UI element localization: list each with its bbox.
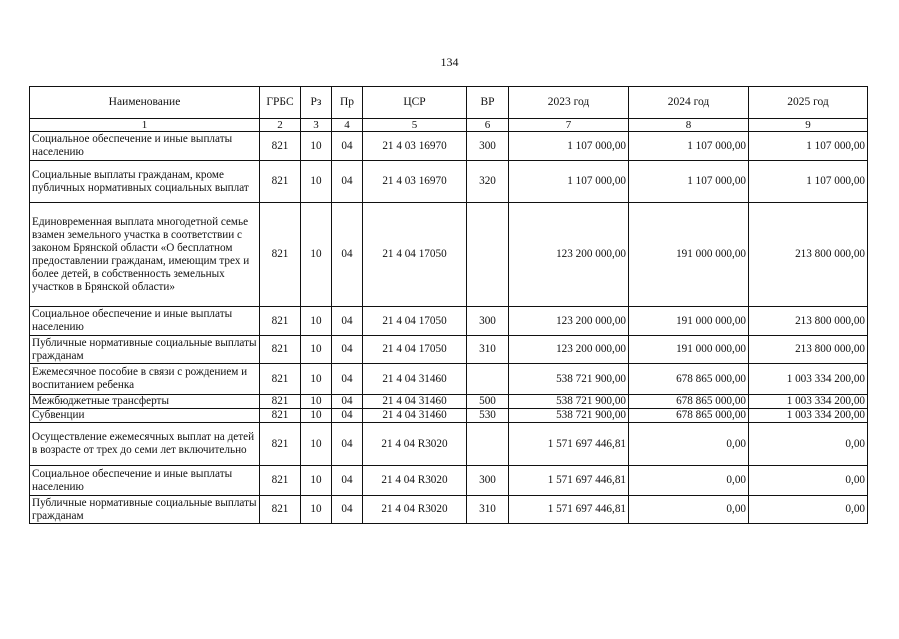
row-2024: 678 865 000,00 xyxy=(629,409,749,423)
row-rz: 10 xyxy=(301,423,332,466)
row-name: Публичные нормативные социальные выплаты гражданам xyxy=(30,496,260,524)
row-vr xyxy=(467,364,509,395)
header-name: Наименование xyxy=(30,87,260,119)
row-grbs: 821 xyxy=(260,423,301,466)
row-rz: 10 xyxy=(301,496,332,524)
row-pr: 04 xyxy=(332,364,363,395)
header-csr: ЦСР xyxy=(363,87,467,119)
row-rz: 10 xyxy=(301,336,332,364)
row-2024: 191 000 000,00 xyxy=(629,203,749,307)
row-name: Межбюджетные трансферты xyxy=(30,395,260,409)
row-name: Единовременная выплата многодетной семье взамен земельного участка в соответствии с законом Брянской области «О бесплатном предоставлении гражданам, имеющим трех и более детей, в собственность земельных участков в Брянской области» xyxy=(30,203,260,307)
row-csr: 21 4 04 17050 xyxy=(363,336,467,364)
row-vr: 310 xyxy=(467,336,509,364)
row-csr: 21 4 03 16970 xyxy=(363,132,467,161)
row-rz: 10 xyxy=(301,132,332,161)
row-2023: 123 200 000,00 xyxy=(509,307,629,336)
row-csr: 21 4 04 17050 xyxy=(363,203,467,307)
row-csr: 21 4 04 R3020 xyxy=(363,466,467,496)
table-row xyxy=(30,395,868,409)
row-csr: 21 4 04 17050 xyxy=(363,307,467,336)
row-2025: 1 003 334 200,00 xyxy=(749,395,868,409)
row-pr: 04 xyxy=(332,161,363,203)
row-2024: 0,00 xyxy=(629,466,749,496)
row-vr: 530 xyxy=(467,409,509,423)
row-grbs: 821 xyxy=(260,307,301,336)
column-number: 7 xyxy=(509,119,629,132)
header-2023: 2023 год xyxy=(509,87,629,119)
row-rz: 10 xyxy=(301,466,332,496)
header-rz: Рз xyxy=(301,87,332,119)
row-csr: 21 4 04 31460 xyxy=(363,364,467,395)
row-2024: 0,00 xyxy=(629,423,749,466)
row-2023: 1 571 697 446,81 xyxy=(509,496,629,524)
column-number: 2 xyxy=(260,119,301,132)
table-row xyxy=(30,307,868,336)
page-number: 134 xyxy=(440,55,459,69)
column-number: 1 xyxy=(30,119,260,132)
row-2023: 1 571 697 446,81 xyxy=(509,423,629,466)
row-vr: 320 xyxy=(467,161,509,203)
row-2024: 678 865 000,00 xyxy=(629,395,749,409)
column-number-row xyxy=(30,119,868,132)
row-grbs: 821 xyxy=(260,496,301,524)
table-row xyxy=(30,203,868,307)
row-name: Социальные выплаты гражданам, кроме публичных нормативных социальных выплат xyxy=(30,161,260,203)
row-name: Публичные нормативные социальные выплаты гражданам xyxy=(30,336,260,364)
table-row xyxy=(30,423,868,466)
row-2025: 213 800 000,00 xyxy=(749,336,868,364)
row-csr: 21 4 04 R3020 xyxy=(363,423,467,466)
row-vr: 310 xyxy=(467,496,509,524)
row-pr: 04 xyxy=(332,395,363,409)
row-rz: 10 xyxy=(301,409,332,423)
header-2024: 2024 год xyxy=(629,87,749,119)
row-pr: 04 xyxy=(332,203,363,307)
budget-table xyxy=(29,86,868,524)
row-grbs: 821 xyxy=(260,409,301,423)
row-name: Социальное обеспечение и иные выплаты населению xyxy=(30,307,260,336)
row-2023: 1 107 000,00 xyxy=(509,132,629,161)
row-pr: 04 xyxy=(332,336,363,364)
row-vr xyxy=(467,203,509,307)
row-2025: 0,00 xyxy=(749,466,868,496)
row-rz: 10 xyxy=(301,307,332,336)
row-2024: 191 000 000,00 xyxy=(629,307,749,336)
row-csr: 21 4 04 31460 xyxy=(363,395,467,409)
column-number: 5 xyxy=(363,119,467,132)
row-csr: 21 4 03 16970 xyxy=(363,161,467,203)
row-grbs: 821 xyxy=(260,364,301,395)
row-2023: 1 571 697 446,81 xyxy=(509,466,629,496)
row-2024: 678 865 000,00 xyxy=(629,364,749,395)
row-grbs: 821 xyxy=(260,132,301,161)
row-name: Субвенции xyxy=(30,409,260,423)
column-number: 6 xyxy=(467,119,509,132)
row-rz: 10 xyxy=(301,203,332,307)
header-vr: ВР xyxy=(467,87,509,119)
row-grbs: 821 xyxy=(260,466,301,496)
row-vr: 300 xyxy=(467,307,509,336)
row-2024: 1 107 000,00 xyxy=(629,132,749,161)
table-row xyxy=(30,364,868,395)
row-grbs: 821 xyxy=(260,161,301,203)
header-row xyxy=(30,87,868,119)
row-2023: 538 721 900,00 xyxy=(509,364,629,395)
row-vr: 300 xyxy=(467,132,509,161)
row-pr: 04 xyxy=(332,307,363,336)
row-vr xyxy=(467,423,509,466)
header-2025: 2025 год xyxy=(749,87,868,119)
row-2023: 123 200 000,00 xyxy=(509,203,629,307)
column-number: 4 xyxy=(332,119,363,132)
row-2024: 191 000 000,00 xyxy=(629,336,749,364)
row-2025: 1 003 334 200,00 xyxy=(749,364,868,395)
row-pr: 04 xyxy=(332,409,363,423)
row-name: Ежемесячное пособие в связи с рождением и воспитанием ребенка xyxy=(30,364,260,395)
row-2024: 0,00 xyxy=(629,496,749,524)
row-2023: 538 721 900,00 xyxy=(509,395,629,409)
table-row xyxy=(30,336,868,364)
row-2025: 1 003 334 200,00 xyxy=(749,409,868,423)
column-number: 3 xyxy=(301,119,332,132)
row-rz: 10 xyxy=(301,161,332,203)
row-grbs: 821 xyxy=(260,395,301,409)
row-pr: 04 xyxy=(332,132,363,161)
table-row xyxy=(30,496,868,524)
row-2025: 1 107 000,00 xyxy=(749,132,868,161)
row-grbs: 821 xyxy=(260,336,301,364)
row-csr: 21 4 04 31460 xyxy=(363,409,467,423)
row-2023: 123 200 000,00 xyxy=(509,336,629,364)
row-2025: 213 800 000,00 xyxy=(749,203,868,307)
row-rz: 10 xyxy=(301,395,332,409)
table-row xyxy=(30,132,868,161)
table-row xyxy=(30,466,868,496)
row-vr: 300 xyxy=(467,466,509,496)
row-name: Социальное обеспечение и иные выплаты населению xyxy=(30,466,260,496)
row-2025: 1 107 000,00 xyxy=(749,161,868,203)
header-pr: Пр xyxy=(332,87,363,119)
row-2025: 0,00 xyxy=(749,423,868,466)
row-vr: 500 xyxy=(467,395,509,409)
row-name: Осуществление ежемесячных выплат на детей в возрасте от трех до семи лет включительно xyxy=(30,423,260,466)
row-pr: 04 xyxy=(332,496,363,524)
row-name: Социальное обеспечение и иные выплаты населению xyxy=(30,132,260,161)
row-2025: 213 800 000,00 xyxy=(749,307,868,336)
table-row xyxy=(30,161,868,203)
column-number: 8 xyxy=(629,119,749,132)
row-2023: 538 721 900,00 xyxy=(509,409,629,423)
row-pr: 04 xyxy=(332,423,363,466)
row-rz: 10 xyxy=(301,364,332,395)
row-grbs: 821 xyxy=(260,203,301,307)
column-number: 9 xyxy=(749,119,868,132)
row-pr: 04 xyxy=(332,466,363,496)
table-row xyxy=(30,409,868,423)
row-csr: 21 4 04 R3020 xyxy=(363,496,467,524)
row-2023: 1 107 000,00 xyxy=(509,161,629,203)
header-grbs: ГРБС xyxy=(260,87,301,119)
row-2025: 0,00 xyxy=(749,496,868,524)
row-2024: 1 107 000,00 xyxy=(629,161,749,203)
